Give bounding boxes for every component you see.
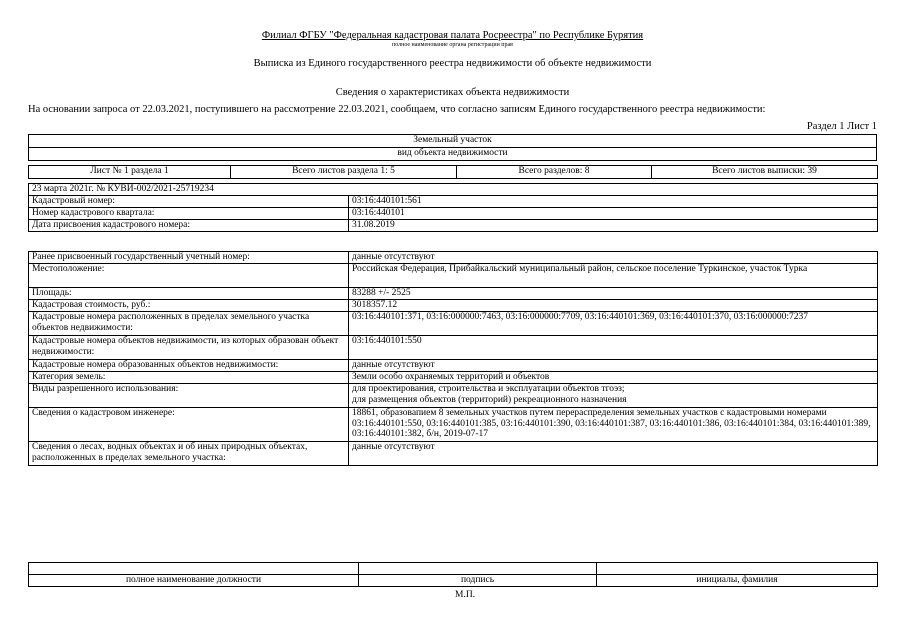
- location-value: Российская Федерация, Прибайкальский муниципальный район, сельское поселение Туркинское, участок Турка: [349, 264, 878, 288]
- formed-value: данные отсутствуют: [349, 360, 878, 372]
- row-label: Номер кадастрового квартала:: [29, 208, 349, 220]
- table-row: [29, 252, 878, 264]
- sheets-total: Всего листов выписки: 39: [652, 166, 878, 179]
- cost-value: 3018357.12: [349, 300, 878, 312]
- row-value: 03:16:440101: [349, 208, 878, 220]
- table-row: [29, 264, 878, 288]
- signature-caption: подпись: [359, 575, 597, 587]
- within-label: Кадастровые номера расположенных в пределах земельного участка объектов недвижимости:: [29, 312, 349, 336]
- cost-label: Кадастровая стоимость, руб.:: [29, 300, 349, 312]
- org-caption: полное наименование органа регистрации прав: [391, 42, 514, 48]
- formed-from-label: Кадастровые номера объектов недвижимости, из которых образован объект недвижимости:: [29, 336, 349, 360]
- table-row: [29, 408, 878, 442]
- sections-total: Всего разделов: 8: [457, 166, 652, 179]
- engineer-value: 18861, образовапием 8 земельных участков путем перераспределения земельных участков с кадастровыми номерами 03:16:440101:550, 03:16:440101:385, 03:16:440101:390, 03:16:440101:387, 03:16:440101:386, 03:16:440101:384, 03:16:440101:389, 03:16:440101:382, б/н, 2019-07-17: [349, 408, 878, 442]
- location-label: Местоположение:: [29, 264, 349, 288]
- details-table: [28, 251, 878, 466]
- object-type-caption: вид объекта недвижимости: [29, 148, 877, 161]
- table-row: [29, 196, 878, 208]
- use-value-line-2: для размещения объектов (территорий) рекреационного назначения: [352, 394, 627, 405]
- section-sheet: Раздел 1 Лист 1: [806, 121, 877, 132]
- intro-text: На основании запроса от 22.03.2021, поступившего на рассмотрение 22.03.2021, сообщаем, что согласно записям Единого государственного реестра недвижимости:: [28, 104, 766, 115]
- row-value: 03:16:440101:561: [349, 196, 878, 208]
- stamp-label: М.П.: [455, 590, 476, 600]
- table-row: [29, 208, 878, 220]
- table-row: [29, 220, 878, 232]
- use-value: [349, 384, 878, 408]
- object-type-table: [28, 134, 877, 161]
- table-row: [29, 384, 878, 408]
- org-name: Филиал ФГБУ "Федеральная кадастровая палата Росреестра" по Республике Бурятия: [261, 30, 644, 41]
- prev-number-value: данные отсутствуют: [349, 252, 878, 264]
- engineer-label: Сведения о кадастровом инженере:: [29, 408, 349, 442]
- sheet-number: Лист № 1 раздела 1: [29, 166, 231, 179]
- date-number: 23 марта 2021г. № КУВИ-002/2021-25719234: [29, 184, 878, 196]
- sheets-in-section: Всего листов раздела 1: 5: [231, 166, 457, 179]
- position-caption: полное наименование должности: [29, 575, 359, 587]
- formed-from-value: 03:16:440101:550: [349, 336, 878, 360]
- doc-title: Выписка из Единого государственного реестра недвижимости об объекте недвижимости: [253, 58, 652, 69]
- use-value-line-1: для проектирования, строительства и эксплуатации объектов тгоэз;: [352, 384, 625, 394]
- table-row: [29, 288, 878, 300]
- within-value: 03:16:440101:371, 03:16:000000:7463, 03:16:000000:7709, 03:16:440101:369, 03:16:440101:370, 03:16:000000:7237: [349, 312, 878, 336]
- area-label: Площадь:: [29, 288, 349, 300]
- object-type: Земельный участок: [29, 135, 877, 148]
- table-row: [29, 300, 878, 312]
- row-label: Кадастровый номер:: [29, 196, 349, 208]
- position-cell: [29, 563, 359, 575]
- name-cell: [597, 563, 878, 575]
- table-row: [29, 360, 878, 372]
- signature-cell: [359, 563, 597, 575]
- table-row: [29, 442, 878, 466]
- prev-number-label: Ранее присвоенный государственный учетный номер:: [29, 252, 349, 264]
- table-row: [29, 372, 878, 384]
- forests-label: Сведения о лесах, водных объектах и об иных природных объектах, расположенных в пределах земельного участка:: [29, 442, 349, 466]
- category-value: Земли особо охраняемых территорий и объектов: [349, 372, 878, 384]
- formed-label: Кадастровые номера образованных объектов недвижимости:: [29, 360, 349, 372]
- sheet-info-table: [28, 165, 878, 179]
- section-title: Сведения о характеристиках объекта недвижимости: [335, 87, 570, 98]
- use-label: Виды разрешенного использования:: [29, 384, 349, 408]
- row-value: 31.08.2019: [349, 220, 878, 232]
- forests-value: данные отсутствуют: [349, 442, 878, 466]
- signature-table: [28, 562, 878, 587]
- identity-table: [28, 183, 878, 232]
- category-label: Категория земель:: [29, 372, 349, 384]
- name-caption: инициалы, фамилия: [597, 575, 878, 587]
- table-row: [29, 312, 878, 336]
- row-label: Дата присвоения кадастрового номера:: [29, 220, 349, 232]
- area-value: 83288 +/- 2525: [349, 288, 878, 300]
- table-row: [29, 336, 878, 360]
